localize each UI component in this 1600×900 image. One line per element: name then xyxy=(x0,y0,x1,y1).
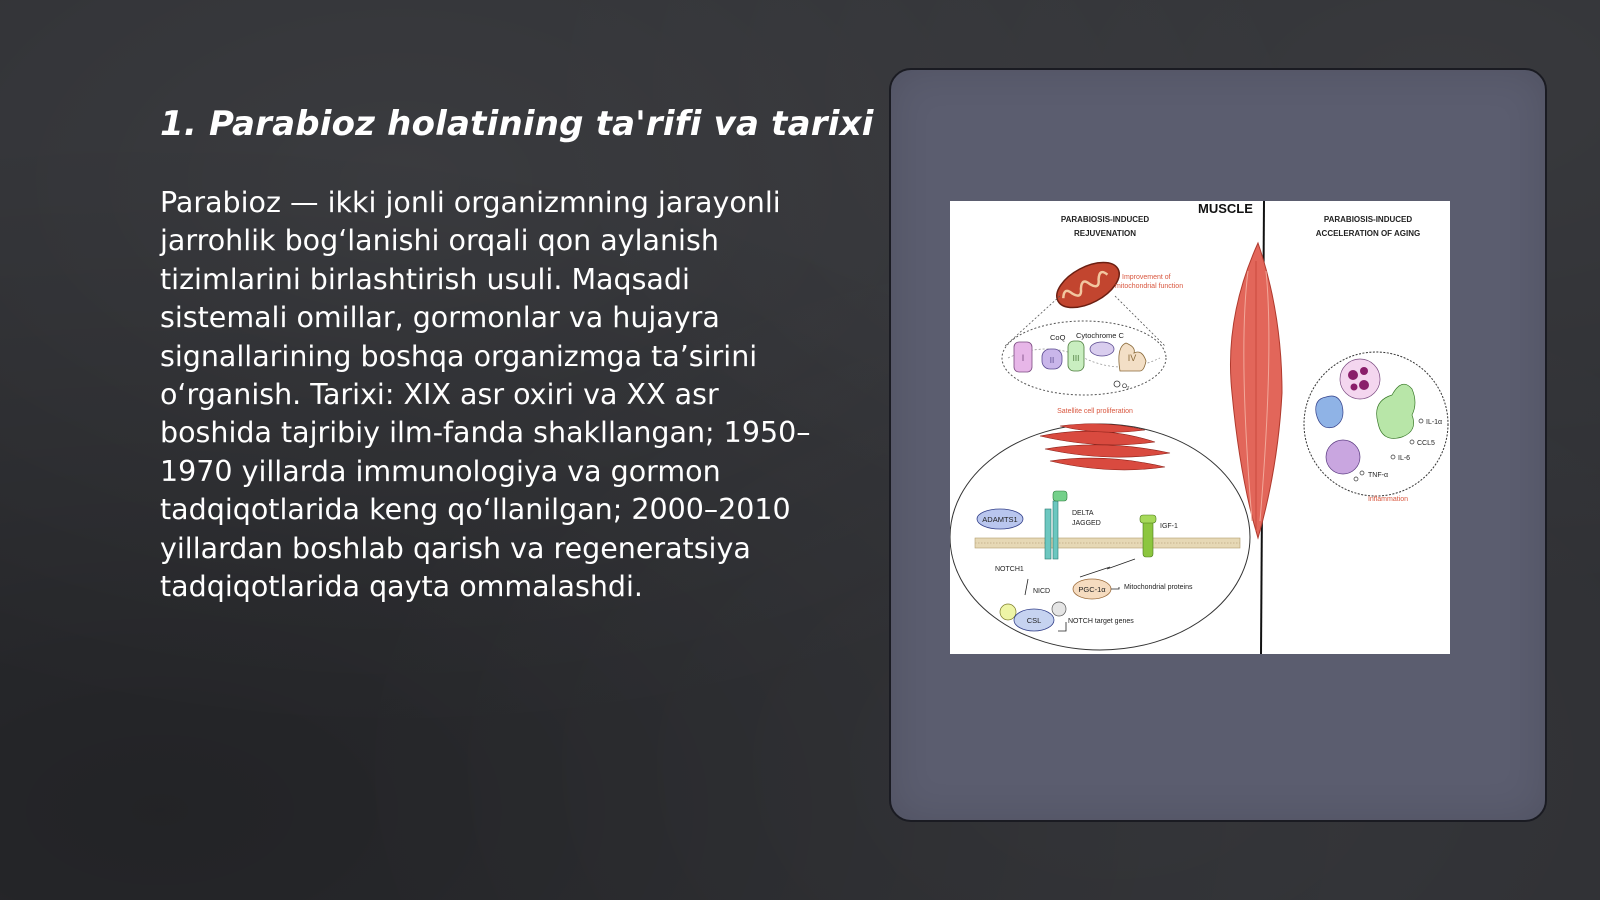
il1a-label: IL-1α xyxy=(1426,419,1443,426)
macrophage-icon xyxy=(1316,396,1343,428)
ccl5-label: CCL5 xyxy=(1417,440,1435,447)
body-line: o‘rganish. Tarixi: XIX asr oxiri va XX asr xyxy=(160,378,719,412)
tnfa-label: TNF-α xyxy=(1368,472,1388,479)
adamts1-label: ADAMTS1 xyxy=(982,515,1018,524)
body-line: sistemali omillar, gormonlar va hujayra xyxy=(160,301,720,335)
body-line: jarrohlik bog‘lanishi orqali qon aylanish xyxy=(160,224,719,258)
jagged-label: JAGGED xyxy=(1072,520,1101,527)
svg-text:III: III xyxy=(1072,354,1080,363)
right-heading-line2: ACCELERATION OF AGING xyxy=(1315,229,1421,238)
nicd-label: NICD xyxy=(1033,588,1051,595)
igf1-label: IGF-1 xyxy=(1160,523,1178,530)
svg-text:I: I xyxy=(1021,353,1025,363)
lymphocyte-icon xyxy=(1326,440,1360,474)
body-line: boshida tajribiy ilm-fanda shakllangan; 1950– xyxy=(160,416,811,450)
mito-caption-line1: Improvement of xyxy=(1122,274,1171,281)
pgc1a-label: PGC-1α xyxy=(1078,585,1106,594)
satellite-cell-ellipse xyxy=(950,424,1250,650)
cytochrome-c-icon xyxy=(1090,342,1114,356)
coq-label: CoQ xyxy=(1050,333,1066,342)
parabiosis-figure xyxy=(950,201,1450,654)
satellite-caption: Satellite cell proliferation xyxy=(1057,408,1133,415)
slide-body-text xyxy=(160,184,850,606)
il6-label: IL-6 xyxy=(1398,455,1411,462)
neutrophil-icon xyxy=(1340,359,1380,399)
slide-title: 1. Parabioz holatining ta'rifi va tarixi xyxy=(160,104,874,144)
body-line: Parabioz — ikki jonli organizmning jarayonli xyxy=(160,186,781,219)
notch-target-label: NOTCH target genes xyxy=(1068,618,1134,625)
delta-label: DELTA xyxy=(1072,510,1094,517)
csl-label: CSL xyxy=(1026,616,1042,625)
cytochrome-c-label: Cytochrome C xyxy=(1076,331,1124,340)
body-line: yillardan boshlab qarish va regeneratsiya xyxy=(160,531,751,565)
right-heading-line1: PARABIOSIS-INDUCED xyxy=(1323,215,1413,224)
body-line: 1970 yillarda immunologiya va gormon xyxy=(160,454,721,488)
left-heading-line1: PARABIOSIS-INDUCED xyxy=(1060,215,1150,224)
notch1-label: NOTCH1 xyxy=(995,566,1024,573)
body-line: tizimlarini birlashtirish usuli. Maqsadi xyxy=(160,262,690,296)
body-line: tadqiqotlarida keng qo‘llanilgan; 2000–2010 xyxy=(160,493,791,527)
left-heading-line2: REJUVENATION xyxy=(1073,229,1137,238)
mito-proteins-label: Mitochondrial proteins xyxy=(1124,584,1193,591)
body-line: tadqiqotlarida qayta ommalashdi. xyxy=(160,570,643,604)
svg-text:IV: IV xyxy=(1127,353,1137,363)
body-line: signallarining boshqa organizmga ta’sirini xyxy=(160,339,758,373)
muscle-label: MUSCLE xyxy=(1198,201,1253,216)
mito-caption-line2: mitochondrial function xyxy=(1115,283,1184,290)
o2-label: O₂ xyxy=(1122,383,1130,390)
svg-text:II: II xyxy=(1049,356,1055,365)
inflammation-label: Inflammation xyxy=(1367,496,1409,503)
